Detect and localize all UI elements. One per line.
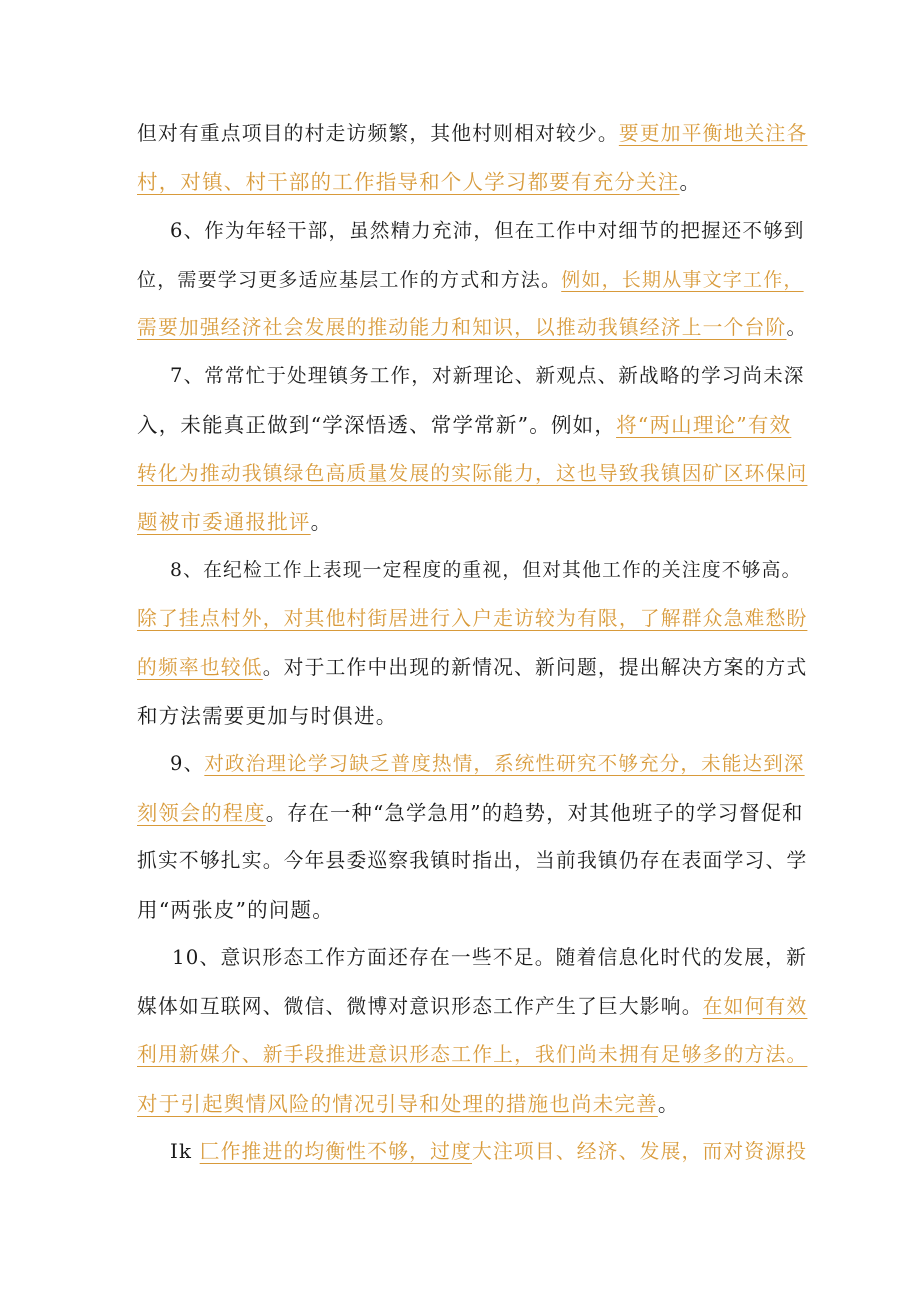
text-line — [137, 799, 804, 827]
highlighted-text: 大注项目、经济、发展，而对资源投 — [472, 1140, 808, 1163]
text-line — [137, 120, 807, 148]
text-line — [137, 993, 807, 1021]
text-line — [137, 411, 791, 439]
highlighted-text: 例如，长期从事文字工作， — [561, 269, 804, 291]
text-run: 。存在一种“急学急用”的趋势，对其他班子的学习督促和 — [265, 801, 804, 825]
text-line — [137, 654, 807, 682]
text-line — [137, 1041, 807, 1069]
text-run: 6、作为年轻干部，虽然精力充沛，但在工作中对细节的把握还不够到 — [170, 219, 805, 242]
text-run: 和方法需要更加与时俱进。 — [137, 704, 398, 728]
text-run: 。对于工作中出现的新情况、新问题，提出解决方案的方式 — [262, 656, 808, 679]
highlighted-text: 除了挂点村外，对其他村街居进行入户走访较为有限，了解群众急难愁盼 — [137, 607, 808, 630]
text-run: 抓实不够扎实。今年县委巡察我镇时指出，当前我镇仍存在表面学习、学 — [137, 849, 808, 872]
text-run: Ik — [170, 1140, 200, 1163]
text-line — [137, 896, 334, 924]
highlighted-text: 对政治理论学习缺乏普度热情，系统性研究不够充分，未能达到深 — [204, 752, 805, 775]
text-line — [137, 314, 807, 342]
highlighted-text: 的频率也较低 — [137, 656, 263, 679]
text-line — [137, 168, 701, 196]
highlighted-text: 将“两山理论”有效 — [616, 413, 792, 437]
text-line — [137, 702, 397, 730]
text-line — [170, 217, 805, 245]
text-line — [172, 944, 807, 972]
highlighted-text: 村，对镇、村干部的工作指导和个人学习都要有充分关注 — [137, 170, 680, 194]
text-run: 。 — [657, 1092, 680, 1116]
highlighted-text: 需要加强经济社会发展的推动能力和知识，以推动我镇经济上一个台阶 — [137, 316, 787, 339]
text-line — [170, 750, 805, 778]
text-run: 入，未能真正做到“学深悟透、常学常新”。例如， — [137, 413, 617, 437]
highlighted-text: 匚作推进的均衡性不够，过度 — [199, 1140, 473, 1163]
text-run: 。 — [679, 170, 702, 194]
highlighted-text: 利用新媒介、新手段推进意识形态工作上，我们尚未拥有足够多的方法。 — [137, 1043, 808, 1066]
text-line — [137, 847, 807, 875]
text-line — [137, 460, 807, 488]
text-run: 媒体如互联网、微信、微博对意识形态工作产生了巨大影响。 — [137, 995, 703, 1018]
text-line — [170, 1138, 807, 1166]
text-line — [137, 266, 804, 294]
text-run: 用“两张皮”的问题。 — [137, 898, 334, 922]
text-run: 。 — [310, 510, 333, 534]
highlighted-text: 要更加平衡地关注各 — [618, 122, 808, 145]
highlighted-text: 对于引起舆情风险的情况引导和处理的措施也尚未完善 — [137, 1092, 658, 1116]
text-run: 8、在纪检工作上表现一定程度的重视，但对其他工作的关注度不够高。 — [170, 560, 802, 581]
text-run: 位，需要学习更多适应基层工作的方式和方法。 — [137, 269, 562, 291]
text-line — [137, 1090, 680, 1118]
text-line — [137, 508, 332, 536]
text-run: 10、意识形态工作方面还存在一些不足。随着信息化时代的发展，新 — [172, 946, 808, 969]
highlighted-text: 转化为推动我镇绿色高质量发展的实际能力，这也导致我镇因矿区环保问 — [137, 462, 808, 485]
text-line — [170, 362, 805, 390]
text-run: 9、 — [170, 752, 205, 775]
text-run: 。 — [786, 316, 808, 339]
text-run: 但对有重点项目的村走访频繁，其他村则相对较少。 — [137, 122, 619, 145]
highlighted-text: 题被市委通报批评 — [137, 510, 311, 534]
text-line — [137, 605, 807, 633]
highlighted-text: 在如何有效 — [702, 995, 808, 1018]
text-run: 7、常常忙于处理镇务工作，对新理论、新观点、新战略的学习尚未深 — [170, 364, 805, 387]
highlighted-text: 刻领会的程度 — [137, 801, 266, 825]
text-line — [170, 557, 802, 585]
